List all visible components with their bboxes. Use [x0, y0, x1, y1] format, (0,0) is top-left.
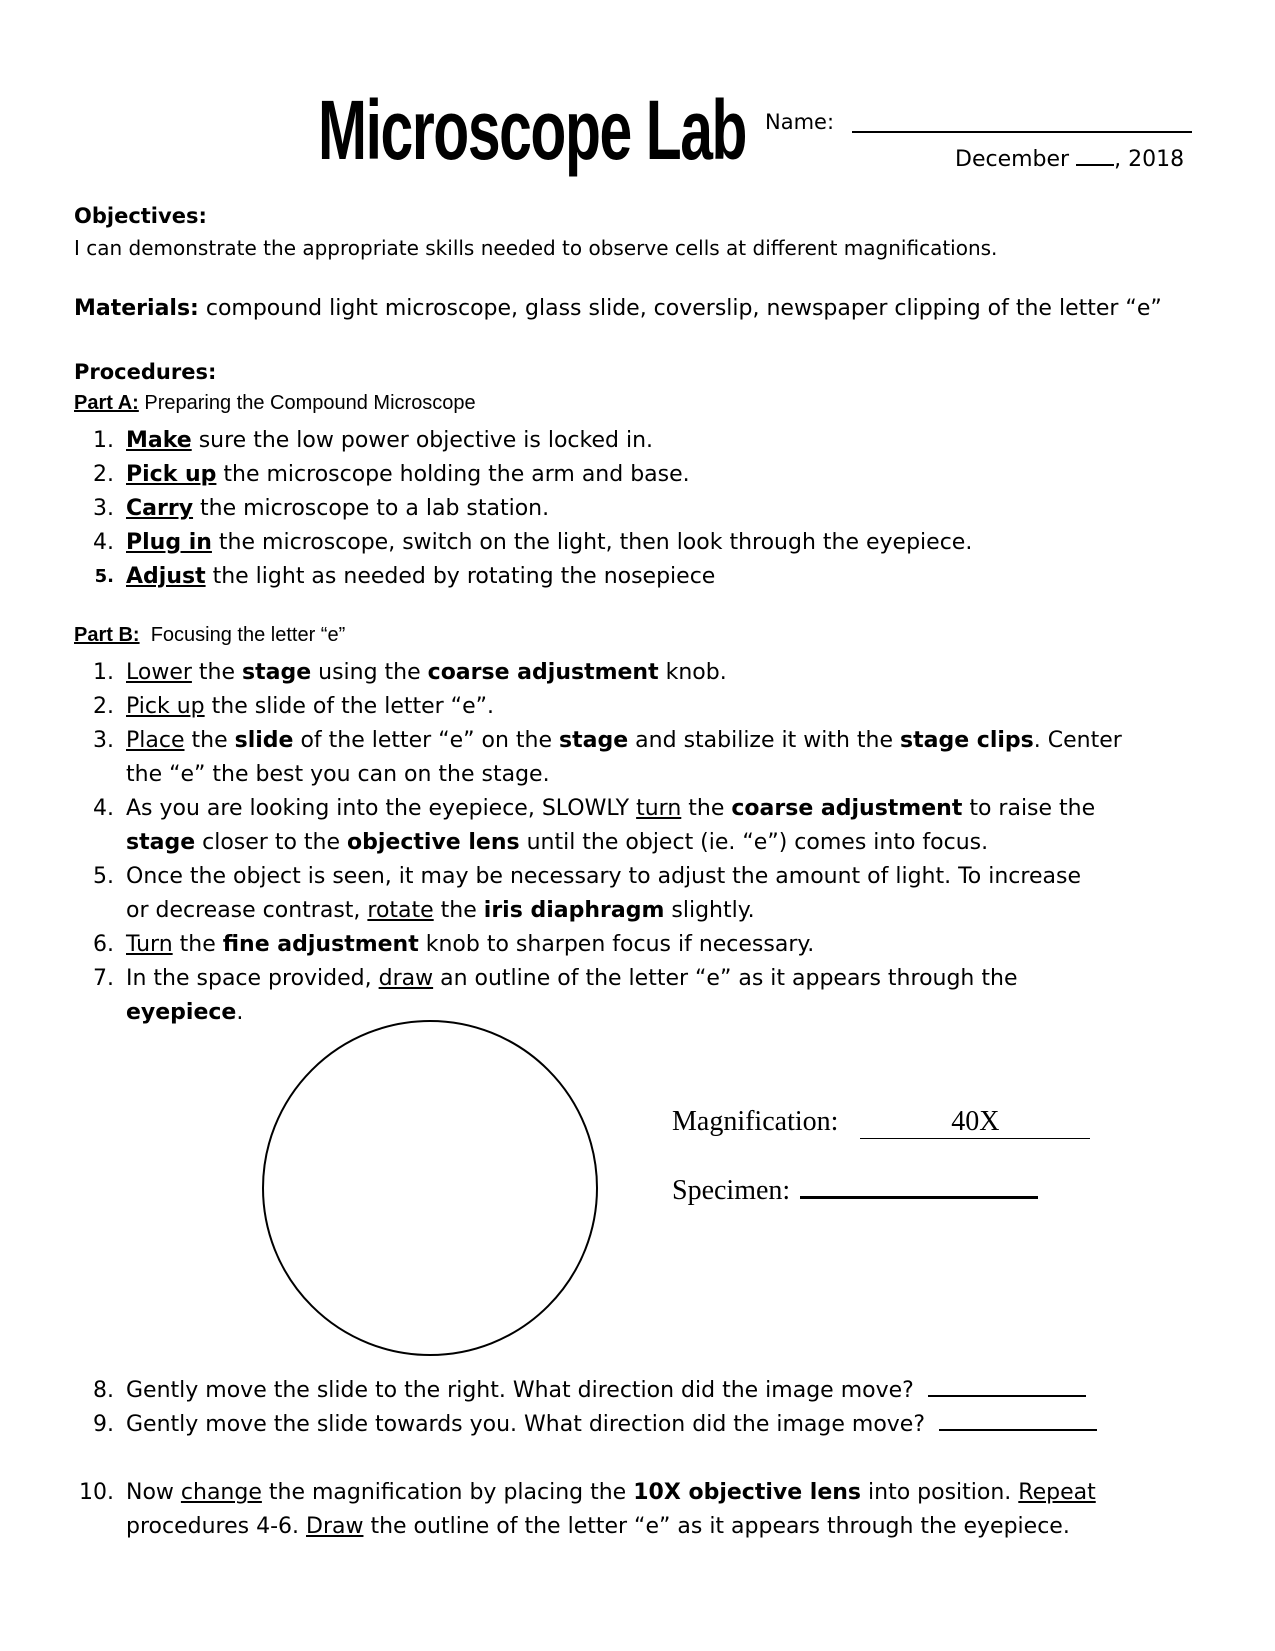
- materials-line: [74, 296, 1162, 321]
- step-text: .: [236, 1000, 244, 1025]
- step-text: Once the object is seen, it may be necessary to adjust the amount of light. To increase: [126, 864, 1081, 889]
- step-verb: rotate: [367, 898, 434, 923]
- step-text: the: [172, 932, 223, 957]
- list-item: [74, 962, 1204, 1030]
- list-item: [74, 792, 1204, 860]
- part-b-heading: [74, 624, 345, 647]
- name-label: Name:: [765, 110, 835, 134]
- term: stage clips: [900, 728, 1034, 753]
- term: fine adjustment: [222, 932, 419, 957]
- specimen-field[interactable]: [800, 1170, 1038, 1199]
- step-text: until the object (ie. “e”) comes into focus.: [519, 830, 989, 855]
- part-a-steps: [74, 424, 1174, 594]
- term: coarse adjustment: [731, 796, 963, 821]
- step-text: In the space provided,: [126, 966, 379, 991]
- step-number: 4.: [93, 796, 114, 821]
- step-verb: Plug in: [126, 530, 212, 555]
- step-text: slightly.: [664, 898, 755, 923]
- date-line: [955, 146, 1184, 172]
- page-title: Microscope Lab: [318, 83, 747, 177]
- part-a-label: Part A:: [74, 392, 139, 414]
- question-text: the outline of the letter “e” as it appears through the eyepiece.: [363, 1514, 1070, 1539]
- list-item: [74, 526, 1174, 560]
- list-item: [74, 860, 1204, 928]
- question-text: the magnification by placing the: [261, 1480, 634, 1505]
- procedures-heading: Procedures:: [74, 360, 217, 384]
- term: stage: [126, 830, 196, 855]
- step-verb: Pick up: [126, 462, 217, 487]
- term: iris diaphragm: [483, 898, 665, 923]
- part-a-title: Preparing the Compound Microscope: [144, 392, 476, 414]
- step-number: 2.: [93, 462, 114, 487]
- step-number: 2.: [93, 694, 114, 719]
- step-verb: Pick up: [126, 694, 205, 719]
- step-number: 7.: [93, 966, 114, 991]
- step-text: the microscope holding the arm and base.: [216, 462, 690, 487]
- question-list: [74, 1374, 1204, 1614]
- name-field[interactable]: [852, 131, 1192, 133]
- step-text: to raise the: [962, 796, 1096, 821]
- term: stage: [559, 728, 629, 753]
- step-text: the light as needed by rotating the nosepiece: [205, 564, 716, 589]
- term: eyepiece: [126, 1000, 237, 1025]
- materials-heading: Materials:: [74, 296, 199, 321]
- step-text: the: [191, 660, 242, 685]
- question-text: Gently move the slide towards you. What direction did the image move?: [126, 1412, 926, 1437]
- part-b-title: Focusing the letter “e”: [150, 624, 346, 646]
- step-number: 6.: [93, 932, 114, 957]
- part-a-heading: [74, 392, 476, 415]
- step-verb: Turn: [126, 932, 173, 957]
- step-text: As you are looking into the eyepiece, SLOWLY: [126, 796, 637, 821]
- step-number: 3.: [93, 728, 114, 753]
- list-item: [74, 492, 1174, 526]
- term: coarse adjustment: [427, 660, 659, 685]
- step-text: or decrease contrast,: [126, 898, 368, 923]
- step-text: of the letter “e” on the: [293, 728, 560, 753]
- term: objective lens: [347, 830, 520, 855]
- date-prefix: December: [955, 147, 1070, 172]
- magnification-row: [672, 1106, 1090, 1139]
- list-item: [74, 1476, 1204, 1544]
- step-verb: Place: [126, 728, 185, 753]
- step-text: sure the low power objective is locked in.: [191, 428, 654, 453]
- answer-field[interactable]: [939, 1409, 1097, 1431]
- step-verb: Lower: [126, 660, 192, 685]
- objectives-text: I can demonstrate the appropriate skills needed to observe cells at different magnifications.: [74, 236, 998, 260]
- question-text: procedures 4-6.: [126, 1514, 306, 1539]
- step-text: the: [184, 728, 235, 753]
- step-text: knob to sharpen focus if necessary.: [418, 932, 815, 957]
- list-item: [74, 560, 1174, 594]
- step-text: the slide of the letter “e”.: [204, 694, 495, 719]
- step-text: the: [433, 898, 484, 923]
- list-item: [74, 1374, 1204, 1408]
- question-text: Now: [126, 1480, 181, 1505]
- step-verb: turn: [636, 796, 682, 821]
- step-verb: Make: [126, 428, 192, 453]
- step-verb: change: [180, 1480, 262, 1505]
- list-item: [74, 656, 1204, 690]
- date-suffix: , 2018: [1114, 147, 1185, 172]
- step-text: an outline of the letter “e” as it appears through the: [433, 966, 1018, 991]
- step-text: the: [681, 796, 732, 821]
- step-number: 1.: [93, 660, 114, 685]
- question-number: 9.: [93, 1412, 114, 1437]
- step-text: using the: [311, 660, 428, 685]
- question-number: 10.: [79, 1480, 114, 1505]
- part-b-label: Part B:: [74, 624, 140, 646]
- answer-field[interactable]: [928, 1375, 1086, 1397]
- drawing-circle[interactable]: [262, 1020, 598, 1356]
- magnification-value[interactable]: 40X: [860, 1106, 1090, 1139]
- list-item: [74, 724, 1204, 792]
- step-text: the microscope to a lab station.: [193, 496, 550, 521]
- list-item: [74, 690, 1204, 724]
- step-text: and stabilize it with the: [628, 728, 901, 753]
- term: 10X objective lens: [633, 1480, 862, 1505]
- step-text: . Center: [1033, 728, 1122, 753]
- step-verb: Adjust: [126, 564, 206, 589]
- step-number: 1.: [93, 428, 114, 453]
- step-text: the “e” the best you can on the stage.: [126, 762, 550, 787]
- step-verb: Draw: [306, 1514, 364, 1539]
- term: stage: [242, 660, 312, 685]
- question-text: into position.: [861, 1480, 1019, 1505]
- list-item: [74, 1408, 1204, 1442]
- question-number: 8.: [93, 1378, 114, 1403]
- step-number: 4.: [93, 530, 114, 555]
- objectives-heading: Objectives:: [74, 204, 207, 228]
- part-b-steps: [74, 656, 1204, 1036]
- list-item: [74, 928, 1204, 962]
- step-text: closer to the: [195, 830, 348, 855]
- specimen-row: [672, 1170, 1038, 1207]
- question-text: Gently move the slide to the right. What direction did the image move?: [126, 1378, 914, 1403]
- term: slide: [234, 728, 294, 753]
- magnification-label: Magnification:: [672, 1106, 839, 1137]
- specimen-label: Specimen:: [672, 1175, 791, 1206]
- step-verb: draw: [378, 966, 434, 991]
- step-number: 5.: [94, 566, 114, 587]
- list-item: [74, 458, 1174, 492]
- step-text: knob.: [658, 660, 727, 685]
- materials-text: compound light microscope, glass slide, coverslip, newspaper clipping of the letter “e”: [205, 296, 1162, 321]
- step-number: 5.: [93, 864, 114, 889]
- step-verb: Carry: [126, 496, 194, 521]
- step-text: the microscope, switch on the light, then look through the eyepiece.: [211, 530, 973, 555]
- step-number: 3.: [93, 496, 114, 521]
- step-verb: Repeat: [1018, 1480, 1096, 1505]
- list-item: [74, 424, 1174, 458]
- date-day-blank[interactable]: [1076, 146, 1114, 166]
